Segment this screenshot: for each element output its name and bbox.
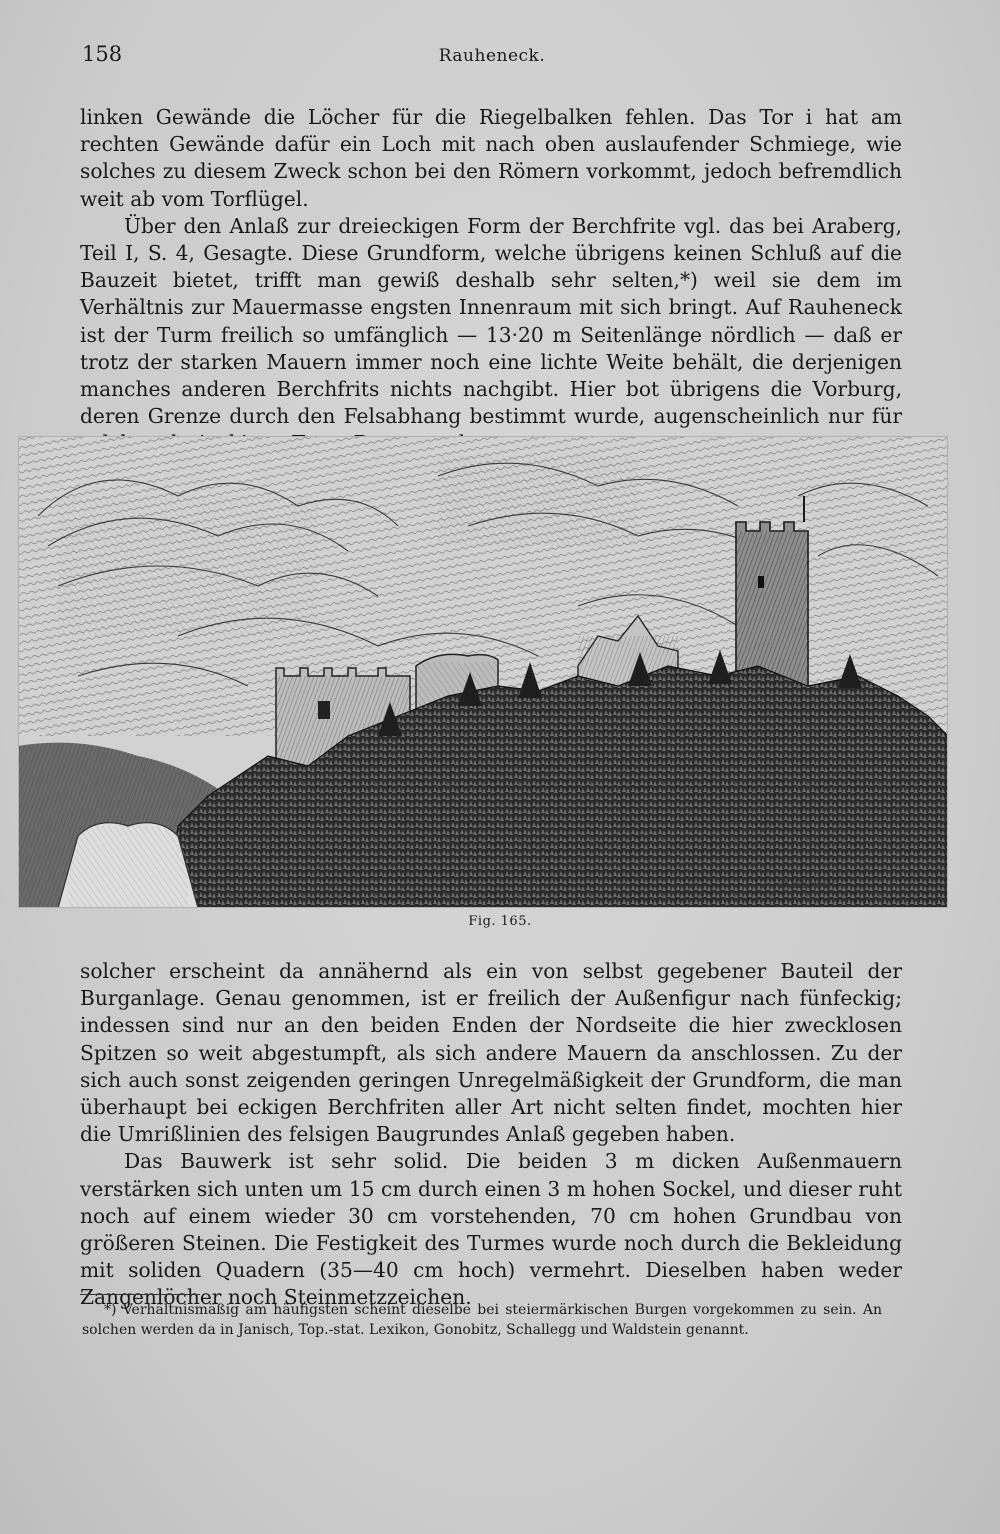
artist-signature: B. Ebhardt bbox=[780, 880, 836, 891]
running-title: Rauheneck. bbox=[438, 46, 546, 66]
footnote: *) Verhältnismäßig am häufigsten scheint dieselbe bei steiermärkischen Burgen vorgekommen zu sein. An solchen werden da in Janisch, Top.-stat. Lexikon, Gonobitz, Schallegg und Waldstein genannt. bbox=[82, 1302, 882, 1338]
page-header bbox=[82, 42, 902, 72]
footnote-separator bbox=[80, 1294, 200, 1295]
body-text-top bbox=[80, 104, 902, 458]
paragraph: solcher erscheint da annähernd als ein von selbst gegebener Bauteil der Burganlage. Genau genommen, ist er freilich der Außenfigur nach fünfeckig; indessen sind nur an den beiden Enden der Nordseite die hier zwecklosen Spitzen so weit abgestumpft, als sich andere Mauern da anschlossen. Zu der sich auch sonst zeigenden geringen Unregelmäßigkeit der Grundform, die man überhaupt bei eckigen Berchfriten aller Art nicht selten findet, mochten hier die Umrißlinien des felsigen Baugrundes Anlaß gegeben haben. bbox=[80, 959, 902, 1147]
footnotes bbox=[82, 1300, 882, 1340]
figure-caption: Fig. 165. bbox=[468, 914, 532, 929]
paragraph: Das Bauwerk ist sehr solid. Die beiden 3 m dicken Außenmauern verstärken sich unten um 15 cm durch einen 3 m hohen Sockel, und dieser ruht noch auf einem wieder 30 cm vorstehenden, 70 cm hohen Grundbau von größeren Steinen. Die Festigkeit des Turmes wurde noch durch die Bekleidung mit soliden Quadern (35—40 cm hoch) vermehrt. Dieselben haben weder Zangenlöcher noch Steinmetzzeichen. bbox=[80, 1149, 902, 1310]
paragraph: Über den Anlaß zur dreieckigen Form der Berchfrite vgl. das bei Araberg, Teil I, S. 4, Gesagte. Diese Grundform, welche übrigens keinen Schluß auf die Bauzeit bietet, trifft man gewiß deshalb sehr selten,*) weil sie dem im Verhältnis zur Mauermasse engsten Innenraum mit sich bringt. Auf Rauheneck ist der Turm freilich so umfänglich — 13·20 m Seitenlänge nördlich — daß er trotz der starken Mauern immer noch eine lichte Weite behält, die derjenigen manches anderen Berchfrits nichts nachgibt. Hier bot übrigens die Vorburg, deren Grenze durch den Felsabhang bestimmt wurde, augenscheinlich nur für bbox=[80, 213, 902, 429]
paragraph: linken Gewände die Löcher für die Riegelbalken fehlen. Das Tor i hat am rechten Gewände dafür ein Loch mit nach oben auslaufender Schmiege, wie solches zu diesem Zweck schon bei den Römern vorkommt, jedoch befremdlich weit ab vom Torflügel. bbox=[80, 105, 902, 211]
castle-illustration bbox=[18, 436, 948, 908]
page-number: 158 bbox=[82, 42, 123, 66]
body-text-bottom bbox=[80, 958, 902, 1312]
